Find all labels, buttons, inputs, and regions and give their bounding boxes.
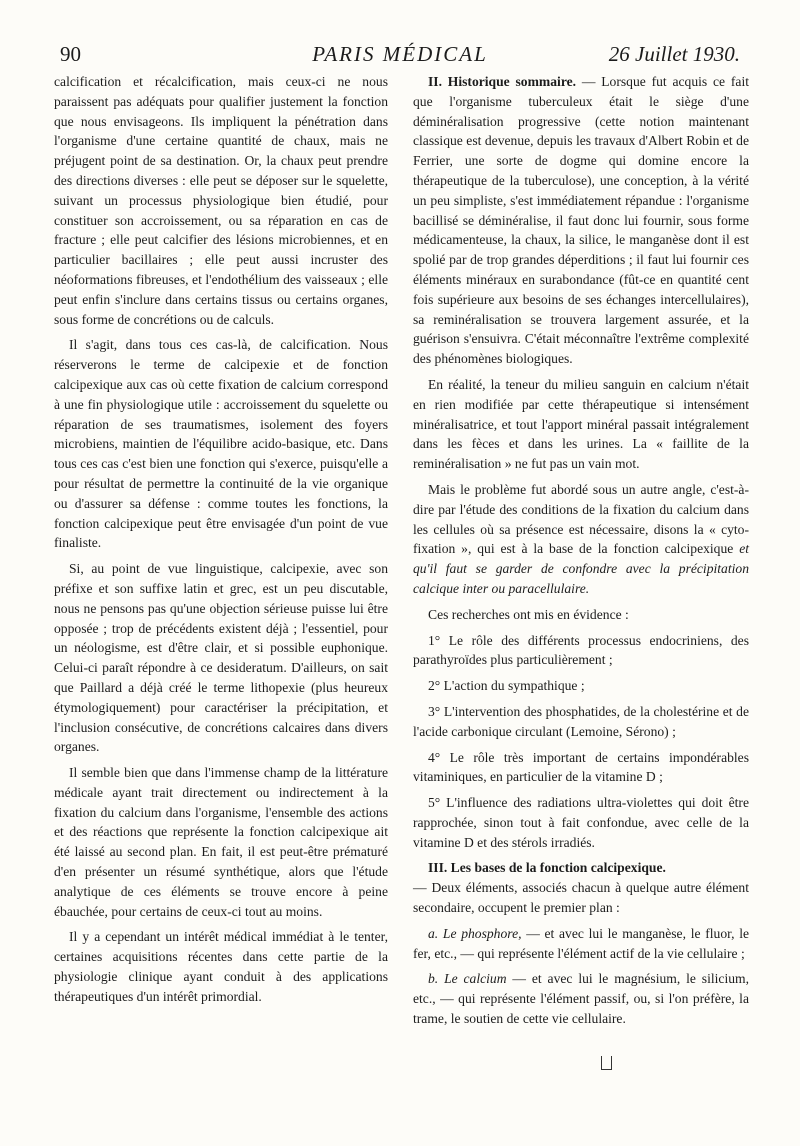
list-item: 1° Le rôle des différents processus endocriniens, des parathyroïdes plus particulièrement ; [413,632,749,668]
section-historique [413,72,749,369]
item-text: — et avec lui le magnésium, le silicium, etc., — qui représente l'élément passif, ou, si l'on préfère, la trame, le soutien de cette vie cellulaire. [413,971,750,1027]
paragraph [413,480,749,599]
section-heading: II. Historique sommaire. [428,74,577,89]
section-heading: III. Les bases de la fonction calcipexique. [428,860,666,876]
paragraph: Ces recherches ont mis en évidence : [428,606,629,622]
list-item [413,924,749,964]
list-item: 2° L'action du sympathique ; [428,678,585,694]
item-label: b. [428,971,445,987]
paragraph-text: Mais le problème fut abordé sous un autre angle, c'est-à-dire par l'étude des conditions de la fixation du calcium dans les cellules où sa présence est nécessaire, disons la « cyto-fixation », qui est à la base de la fonction calcipexique [413,481,749,557]
list-item: 4° Le rôle très important de certains impondérables vitaminiques, en particulier de la vitamine D ; [413,749,749,785]
paragraph: Il s'agit, dans tous ces cas-là, de calcification. Nous réserverons le terme de calcipexie et de fonction calcipexique aux cas où cette fixation de calcium correspond à une fin physiologique utile : accroissement du squelette ou réparation de ses traumatismes, isolement des foyers microbiens, maintien de l'équilibre acido-basique, etc. Dans tous ces cas c'est bien une fonction qui s'exerce, puisqu'elle a pour résultat de permettre la continuité de la vie organique ou d'assurer sa défense : comme toutes les fonctions, la fonction calcipexique peut être envisagée d'un point de vue finaliste. [54,337,388,551]
issue-date: 26 Juillet 1930. [608,42,740,66]
page-number: 90 [60,42,81,66]
paragraph: Si, au point de vue linguistique, calcipexie, avec son préfixe et son suffixe latin et grec, est un peu discutable, nous ne pensons pas qu'une objection sérieuse puisse lui être opposée ; trop de précédents existent déjà ; l'essentiel, pour un néologisme, est d'être clair, et si possible euphonique. Celui-ci paraît répondre à ce desideratum. D'ailleurs, on sait que Paillard a déjà créé le terme lithopexie (plus heureux étymologiquement) pour caractériser la précipitation, et l'inclusion consécutive, de concrétions calcaires dans divers organes. [54,561,388,755]
list-item [413,969,749,1028]
item-term: Le calcium [444,971,507,987]
paragraph: calcification et récalcification, mais ceux-ci ne nous paraissent pas adéquats pour qualifier justement la fonction que nous envisageons. Ils impliquent la pénétration dans l'organisme d'une certaine quantité de chaux, mais ne préjugent point de sa destination. Or, la chaux peut prendre des directions diverses : elle peut se déposer sur le squelette, suivant un processus physiologique bien étudié, pour constituer son accroissement, ou sa réparation en cas de fracture ; elle peut calcifier des lésions microbiennes, et en particulier bacillaires ; elle peut aussi incruster des néoformations fibreuses, et l'endothélium des vaisseaux ; elle peut enfin s'inclure dans certains tissus ou certains organes, sous forme de concrétions ou de calculs. [54,74,388,327]
list-item: 3° L'intervention des phosphatides, de la cholestérine et de l'acide carbonique circulant (Lemoine, Sérono) ; [413,703,749,739]
section-text: — Lorsque fut acquis ce fait que l'organisme tuberculeux était le siège d'une déminéralisation progressive (cette notion maintenant classique est devenue, depuis les travaux d'Albert Robin et de Ferrier, une sorte de dogme qui domine encore la thérapeutique de la tuberculose), une conception, à la vérité un peu simpliste, s'est immédiatement répandue : l'organisme bacillisé se déminéralise, il faut donc lui fournir, sous forme médicamenteuse, la chaux, la silice, le manganèse dont il est spolié par de trop grandes déperditions ; il faut lui fournir ces éléments minéraux en surabondance (fût-ce en quantité cent fois supérieure aux besoins de ses échanges intercellulaires), sa reminéralisation se trouvera largement assurée, et la guérison s'ensuivra. C'était méconnaître l'extrême complexité des phénomènes biologiques. [413,74,749,367]
paragraph: Il semble bien que dans l'immense champ de la littérature médicale ayant trait directement ou indirectement à la fixation du calcium dans l'organisme, l'ensemble des actions et des réactions que représente la fonction calcipexique ait été laissé au second plan. En fait, il est peut-être prématuré d'en présenter un résumé synthétique, alors que l'étude analytique de ces éléments se trouve encore à peine ébauchée, pour certains de ceux-ci tout au moins. [54,765,388,919]
running-header [60,40,740,74]
right-column [413,72,749,1035]
section-text: — Deux éléments, associés chacun à quelque autre élément secondaire, occupent le premier plan : [413,880,749,916]
list-item: 5° L'influence des radiations ultra-violettes qui doit être rapprochée, sinon tout à fait confondue, avec celle de la vitamine D et des stérols irradiés. [413,795,749,850]
item-text: — et avec lui le manganèse, le fluor, le fer, etc., — qui représente l'élément actif de la vie cellulaire ; [413,925,750,961]
section-bases [413,858,749,917]
journal-title: PARIS MÉDICAL [312,42,488,66]
left-column [54,72,388,1013]
item-label: a. [428,925,443,941]
paragraph-emphasis: et qu'il faut se garder de confondre avec la précipitation calcique inter ou paracellulaire. [413,541,749,596]
paragraph: Il y a cependant un intérêt médical immédiat à le tenter, certaines acquisitions récentes dans cette partie de la physiologie clinique ayant conduit à des applications thérapeutiques d'un intérêt primordial. [54,929,388,1004]
end-mark-icon [601,1056,612,1070]
paragraph: En réalité, la teneur du milieu sanguin en calcium n'était en rien modifiée par cette thérapeutique si intensément minéralisatrice, et tout l'apport minéral passait intégralement dans les fèces et dans les urines. La « faillite de la reminéralisation » ne fut pas un vain mot. [413,376,749,472]
item-term: Le phosphore, [442,925,522,941]
